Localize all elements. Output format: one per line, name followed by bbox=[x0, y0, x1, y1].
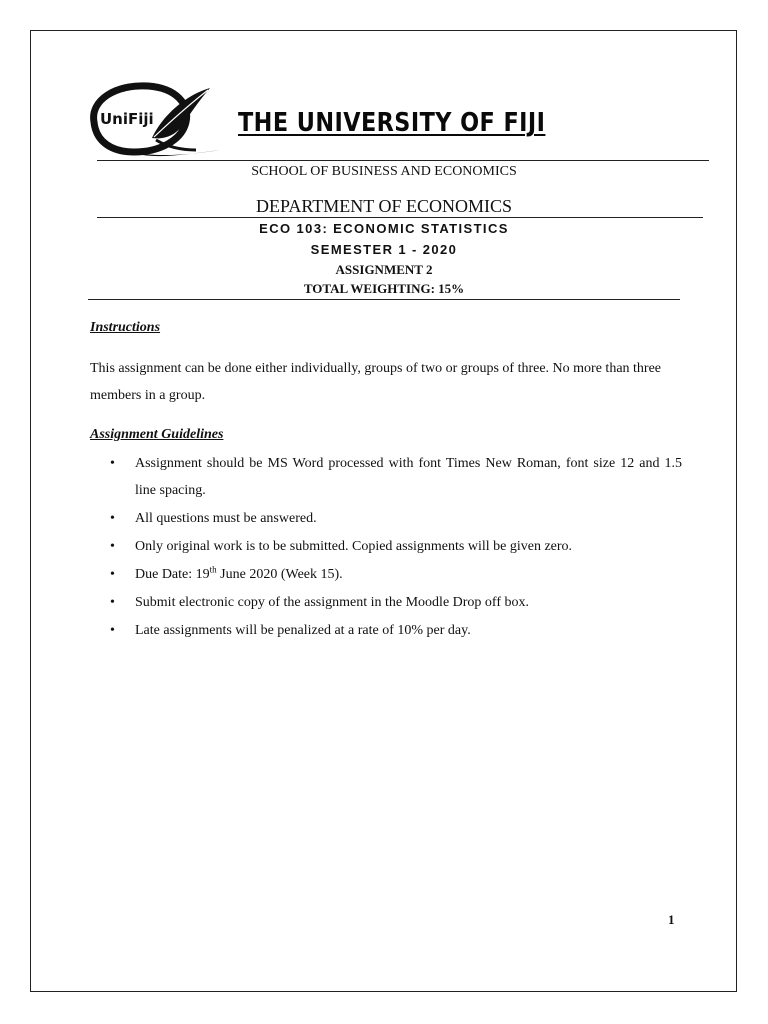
university-title: THE UNIVERSITY OF FIJI bbox=[238, 108, 546, 138]
list-item bbox=[110, 533, 682, 560]
guidelines-list bbox=[110, 450, 682, 645]
list-item bbox=[110, 589, 682, 616]
list-item bbox=[110, 505, 682, 532]
list-item bbox=[110, 450, 682, 504]
unifiji-logo-emblem bbox=[86, 80, 226, 160]
due-date-prefix: Due Date: 19 bbox=[135, 567, 210, 582]
divider-line bbox=[97, 217, 703, 218]
due-date-ordinal: th bbox=[209, 564, 217, 575]
guideline-text: Only original work is to be submitted. Copied assignments will be given zero. bbox=[135, 539, 573, 554]
list-item bbox=[110, 617, 682, 644]
assignment-number: ASSIGNMENT 2 bbox=[335, 262, 433, 277]
logo-text: UniFiji bbox=[100, 110, 154, 128]
bullet-icon: • bbox=[110, 623, 115, 638]
divider-line bbox=[97, 160, 709, 161]
semester-label: SEMESTER 1 - 2020 bbox=[310, 242, 458, 257]
bullet-icon: • bbox=[110, 539, 115, 554]
instructions-text: This assignment can be done either individually, groups of two or groups of three. No more than three members in a group. bbox=[90, 361, 662, 403]
total-weighting: TOTAL WEIGHTING: 15% bbox=[303, 281, 465, 296]
due-date-suffix: June 2020 (Week 15). bbox=[216, 567, 343, 582]
guideline-text: Late assignments will be penalized at a rate of 10% per day. bbox=[135, 623, 471, 638]
unifiji-logo bbox=[86, 80, 226, 160]
instructions-heading: Instructions bbox=[90, 320, 161, 335]
guideline-text: All questions must be answered. bbox=[135, 511, 317, 526]
due-date-text bbox=[135, 564, 343, 582]
guidelines-heading: Assignment Guidelines bbox=[90, 427, 224, 442]
school-name: SCHOOL OF BUSINESS AND ECONOMICS bbox=[251, 164, 517, 179]
list-item bbox=[110, 561, 682, 588]
bullet-icon: • bbox=[110, 595, 115, 610]
course-title: ECO 103: ECONOMIC STATISTICS bbox=[259, 221, 509, 236]
bullet-icon: • bbox=[110, 567, 115, 582]
guideline-text: Assignment should be MS Word processed with font Times New Roman, font size 12 and 1.5 line spacing. bbox=[135, 456, 682, 498]
divider-line bbox=[88, 299, 680, 300]
guideline-text: Submit electronic copy of the assignment in the Moodle Drop off box. bbox=[135, 595, 530, 610]
bullet-icon: • bbox=[110, 456, 115, 471]
department-name: DEPARTMENT OF ECONOMICS bbox=[256, 196, 512, 216]
bullet-icon: • bbox=[110, 511, 115, 526]
page-number: 1 bbox=[668, 912, 675, 927]
